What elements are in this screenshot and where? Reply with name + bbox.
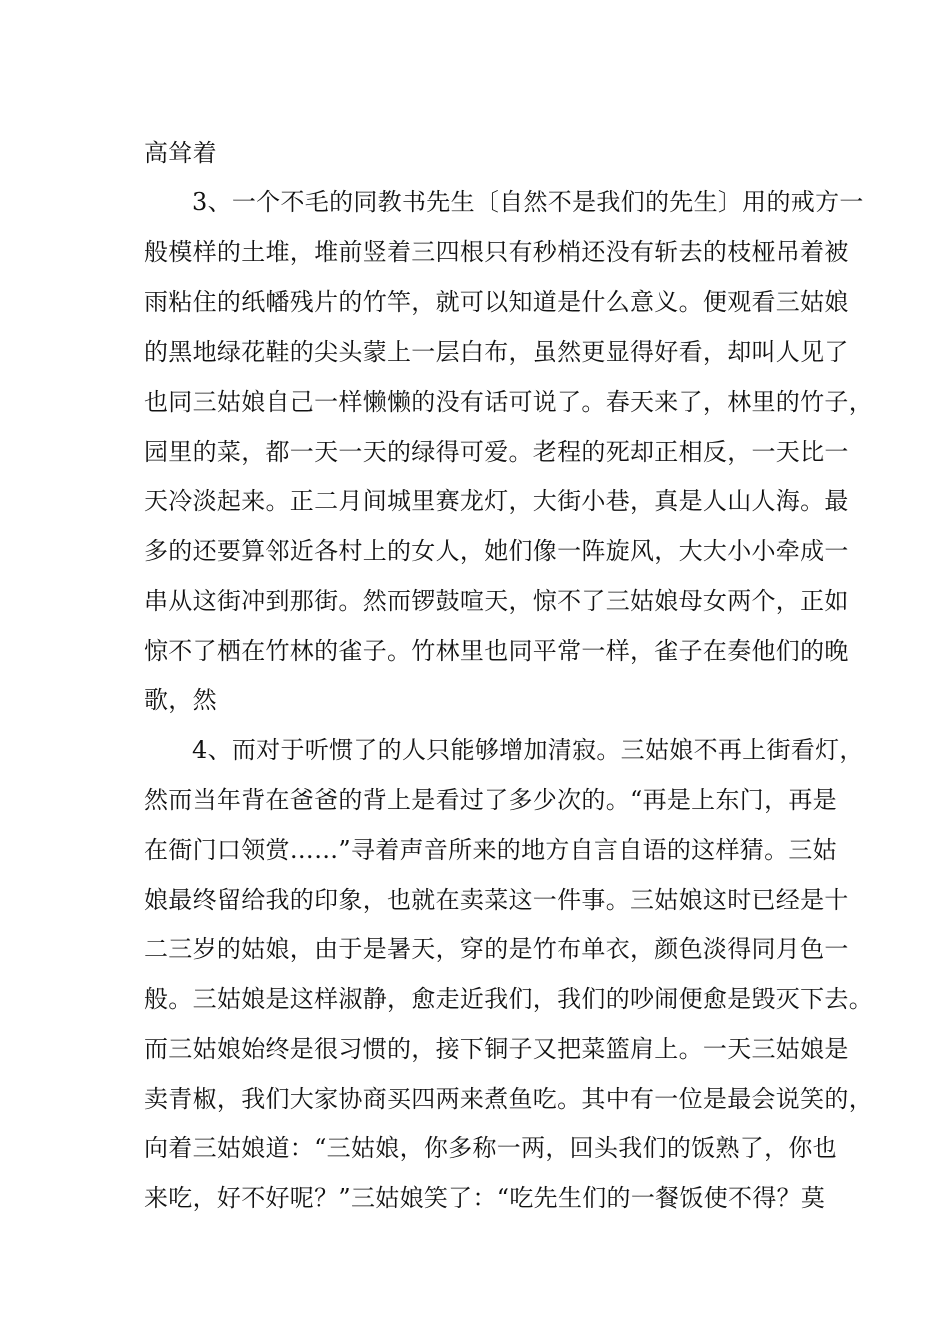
text-line: 卖青椒，我们大家协商买四两来煮鱼吃。其中有一位是最会说笑的，	[144, 1085, 873, 1113]
text-line: 3、一个不毛的同教书先生〔自然不是我们的先生〕用的戒方一	[192, 188, 864, 216]
text-line: 来吃，好不好呢？”三姑娘笑了：“吃先生们的一餐饭使不得？莫	[144, 1184, 826, 1212]
text-line: 而三姑娘始终是很习惯的，接下铜子又把菜篮肩上。一天三姑娘是	[144, 1035, 849, 1063]
text-line: 般模样的土堆，堆前竖着三四根只有秒梢还没有斩去的枝桠吊着被	[144, 238, 849, 266]
text-line: 也同三姑娘自己一样懒懒的没有话可说了。春天来了，林里的竹子，	[144, 388, 873, 416]
text-line: 惊不了栖在竹林的雀子。竹林里也同平常一样，雀子在奏他们的晚	[144, 637, 849, 665]
text-line: 4、而对于听惯了的人只能够增加清寂。三姑娘不再上街看灯，	[192, 736, 864, 764]
text-line: 串从这街冲到那街。然而锣鼓喧天，惊不了三姑娘母女两个，正如	[144, 587, 849, 615]
text-line: 高耸着	[144, 139, 217, 167]
text-line: 向着三姑娘道：“三姑娘，你多称一两，回头我们的饭熟了，你也	[144, 1134, 837, 1162]
text-line: 在衙门口领赏……”寻着声音所来的地方自言自语的这样猜。三姑	[144, 836, 837, 864]
text-line: 园里的菜，都一天一天的绿得可爱。老程的死却正相反，一天比一	[144, 438, 849, 466]
text-line: 的黑地绿花鞋的尖头蒙上一层白布，虽然更显得好看，却叫人见了	[144, 338, 849, 366]
text-line: 娘最终留给我的印象，也就在卖菜这一件事。三姑娘这时已经是十	[144, 886, 849, 914]
text-line: 天冷淡起来。正二月间城里赛龙灯，大街小巷，真是人山人海。最	[144, 487, 849, 515]
text-line: 般。三姑娘是这样淑静，愈走近我们，我们的吵闹便愈是毁灭下去。	[144, 985, 873, 1013]
text-line: 雨粘住的纸幡残片的竹竿，就可以知道是什么意义。便观看三姑娘	[144, 288, 849, 316]
text-line: 二三岁的姑娘，由于是暑天，穿的是竹布单衣，颜色淡得同月色一	[144, 935, 849, 963]
text-line: 多的还要算邻近各村上的女人，她们像一阵旋风，大大小小牵成一	[144, 537, 849, 565]
text-line: 然而当年背在爸爸的背上是看过了多少次的。“再是上东门，再是	[144, 786, 837, 814]
text-line: 歌，然	[144, 686, 217, 714]
